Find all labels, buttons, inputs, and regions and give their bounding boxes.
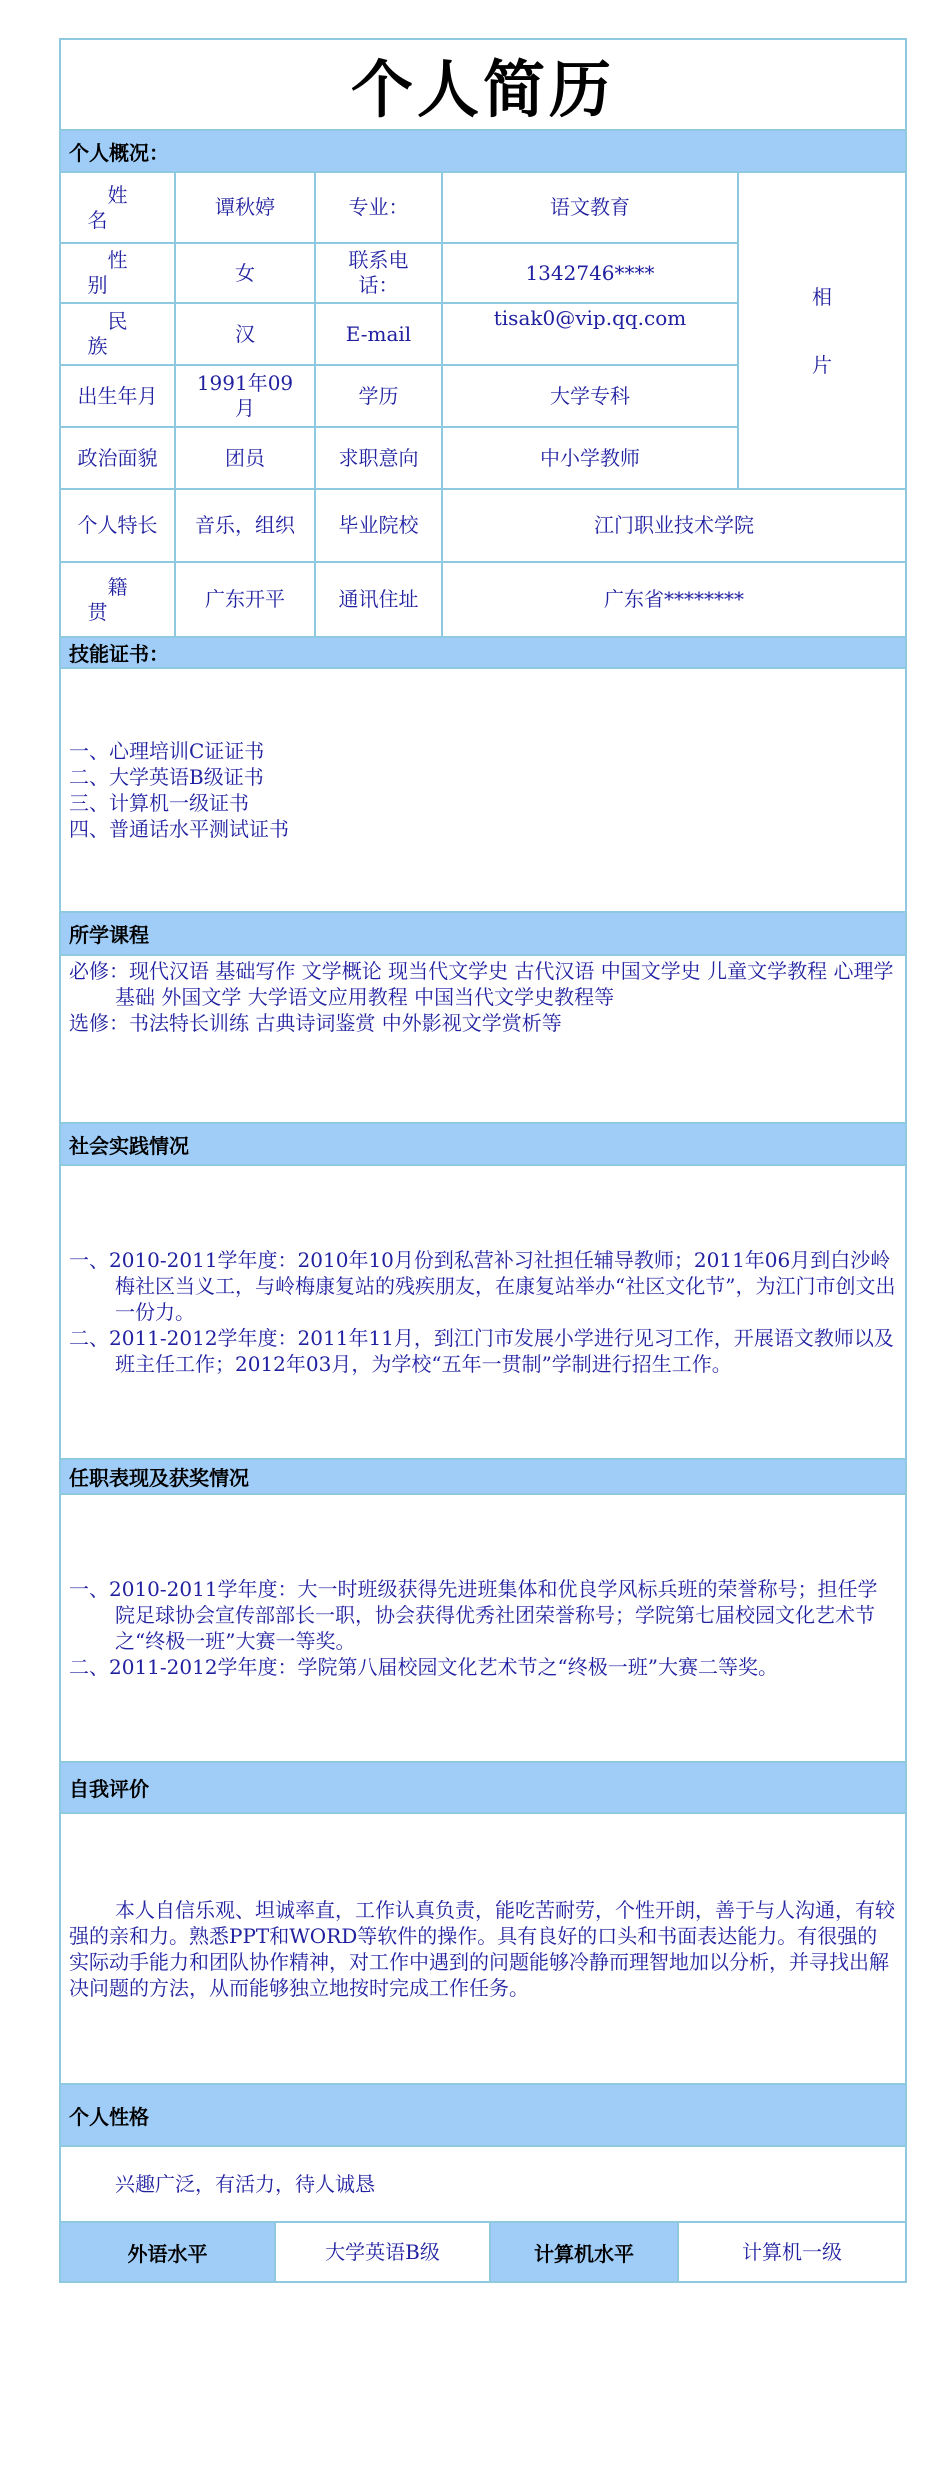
resume-table <box>59 38 907 2223</box>
name-label: 姓 名 <box>60 172 175 243</box>
computer-label: 计算机水平 <box>490 2222 678 2282</box>
section-skills: 技能证书： <box>60 637 906 668</box>
lang-value: 大学英语B级 <box>275 2222 490 2282</box>
phone-value: 1342746**** <box>442 243 738 303</box>
ethnicity-label: 民 族 <box>60 303 175 365</box>
gender-value: 女 <box>175 243 315 303</box>
phone-label: 联系电话： <box>315 243 442 303</box>
list-item: 一、心理培训C证证书 <box>69 739 265 763</box>
section-personality: 个人性格 <box>60 2084 906 2146</box>
list-item: 四、普通话水平测试证书 <box>69 817 289 841</box>
address-label: 通讯住址 <box>315 562 442 637</box>
section-courses: 所学课程 <box>60 912 906 955</box>
awards-block <box>60 1494 906 1762</box>
major-value: 语文教育 <box>442 172 738 243</box>
list-item: 二、大学英语B级证书 <box>69 765 264 789</box>
hometown-value: 广东开平 <box>175 562 315 637</box>
intention-label: 求职意向 <box>315 427 442 489</box>
required-courses: 必修：现代汉语 基础写作 文学概论 现当代文学史 古代汉语 中国文学史 儿童文学教程 心理学基础 外国文学 大学语文应用教程 中国当代文学史教程等 <box>69 959 894 1009</box>
list-item: 二、2011-2012学年度：学院第八届校园文化艺术节之“终极一班”大赛二等奖。 <box>69 1655 779 1679</box>
resume-page <box>59 38 905 2283</box>
list-item: 一、2010-2011学年度：2010年10月份到私营补习社担任辅导教师；2011年06月到白沙岭梅社区当义工，与岭梅康复站的残疾朋友，在康复站举办“社区文化节”，为江门市创文出一份力。 <box>69 1248 896 1324</box>
bottom-table <box>59 2221 907 2283</box>
birth-label: 出生年月 <box>60 365 175 427</box>
ethnicity-value: 汉 <box>175 303 315 365</box>
section-overview: 个人概况： <box>60 130 906 172</box>
gender-label: 性 别 <box>60 243 175 303</box>
education-label: 学历 <box>315 365 442 427</box>
school-label: 毕业院校 <box>315 489 442 562</box>
photo-placeholder: 相 片 <box>738 172 906 489</box>
elective-courses: 选修：书法特长训练 古典诗词鉴赏 中外影视文学赏析等 <box>69 1011 562 1035</box>
political-value: 团员 <box>175 427 315 489</box>
specialty-label: 个人特长 <box>60 489 175 562</box>
list-item: 三、计算机一级证书 <box>69 791 249 815</box>
page-title: 个人简历 <box>60 39 906 130</box>
email-label: E-mail <box>315 303 442 365</box>
practice-block <box>60 1165 906 1459</box>
computer-value: 计算机一级 <box>678 2222 906 2282</box>
list-item: 二、2011-2012学年度：2011年11月，到江门市发展小学进行见习工作，开展语文教师以及班主任工作；2012年03月，为学校“五年一贯制”学制进行招生工作。 <box>69 1326 894 1376</box>
major-label: 专业： <box>315 172 442 243</box>
email-value: tisak0@vip.qq.com <box>442 303 738 365</box>
intention-value: 中小学教师 <box>442 427 738 489</box>
political-label: 政治面貌 <box>60 427 175 489</box>
courses-block <box>60 955 906 1123</box>
section-awards: 任职表现及获奖情况 <box>60 1459 906 1494</box>
personality-text: 兴趣广泛，有活力，待人诚恳 <box>60 2146 906 2222</box>
specialty-value: 音乐，组织 <box>175 489 315 562</box>
education-value: 大学专科 <box>442 365 738 427</box>
lang-label: 外语水平 <box>60 2222 275 2282</box>
list-item: 一、2010-2011学年度：大一时班级获得先进班集体和优良学风标兵班的荣誉称号；担任学院足球协会宣传部部长一职，协会获得优秀社团荣誉称号；学院第七届校园文化艺术节之“终极一班”大赛一等奖。 <box>69 1577 878 1653</box>
name-value: 谭秋婷 <box>175 172 315 243</box>
section-self-eval: 自我评价 <box>60 1762 906 1813</box>
skills-list <box>60 668 906 912</box>
self-eval-text: 本人自信乐观、坦诚率直，工作认真负责，能吃苦耐劳，个性开朗，善于与人沟通，有较强的亲和力。熟悉PPT和WORD等软件的操作。具有良好的口头和书面表达能力。有很强的实际动手能力和团队协作精神，对工作中遇到的问题能够冷静而理智地加以分析，并寻找出解决问题的方法，从而能够独立地按时完成工作任务。 <box>60 1813 906 2084</box>
school-value: 江门职业技术学院 <box>442 489 906 562</box>
birth-value: 1991年09月 <box>175 365 315 427</box>
section-practice: 社会实践情况 <box>60 1123 906 1165</box>
hometown-label: 籍 贯 <box>60 562 175 637</box>
address-value: 广东省******** <box>442 562 906 637</box>
